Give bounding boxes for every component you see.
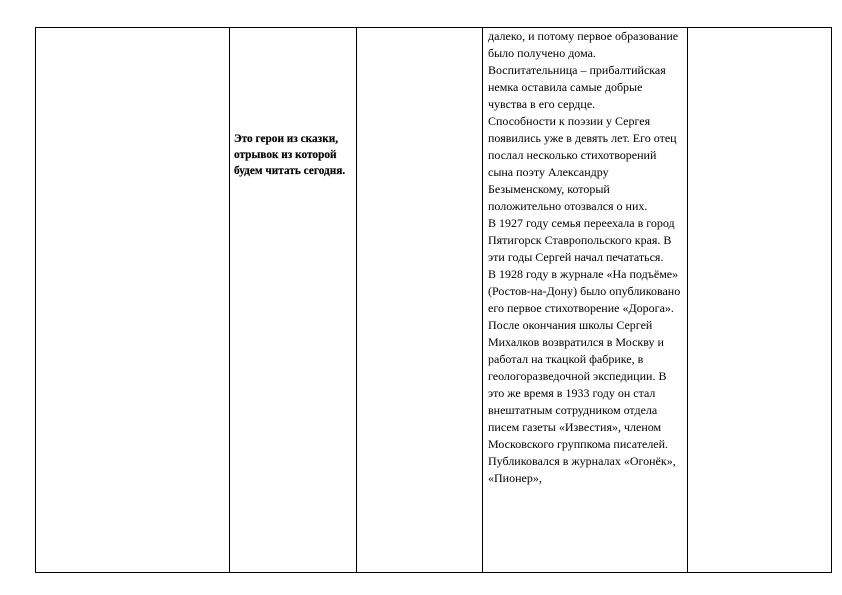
biography-paragraph: Способности к поэзии у Сергея появились уже в девять лет. Его отец послал несколько стихотворений сына поэту Александру Безыменскому, который положительно отозвался о них. [488, 114, 677, 213]
table-cell-empty-1 [36, 28, 230, 573]
table-cell-empty-3 [357, 28, 483, 573]
lesson-table [35, 27, 832, 573]
heroes-text: Это герои из сказки, отрывок из которой будем читать сегодня. [234, 133, 346, 177]
biography-text [483, 28, 687, 487]
table-row [36, 28, 832, 573]
table-cell-biography [483, 28, 688, 573]
table-cell-heroes [230, 28, 357, 573]
biography-paragraph: В 1928 году в журнале «На подъёме» (Ростов-на-Дону) было опубликовано его первое стихотворение «Дорога». После окончания школы Сергей Михалков возвратился в Москву и работал на ткацкой фабрике, в геологоразведочной экспедиции. В это же время в 1933 году он стал внештатным сотрудником отдела писем газеты «Известия», членом Московского группкома писателей. Публиковался в журналах «Огонёк», «Пионер», [488, 267, 681, 485]
biography-paragraph: В 1927 году семья переехала в город Пятигорск Ставропольского края. В эти годы Сергей начал печататься. [488, 216, 675, 264]
biography-paragraph: далеко, и потому первое образование было получено дома. Воспитательница – прибалтийская немка оставила самые добрые чувства в его сердце. [488, 29, 679, 111]
table-cell-empty-5 [688, 28, 832, 573]
